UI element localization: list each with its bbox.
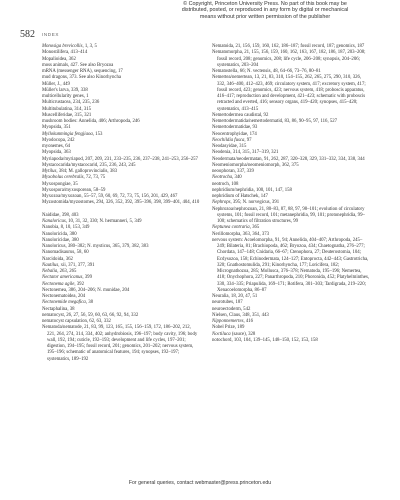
index-references: , 363 xyxy=(61,150,71,156)
index-term: Noctiluca xyxy=(212,331,231,337)
index-term: Myriapoda/myriapod xyxy=(42,156,83,162)
index-entry xyxy=(42,200,200,206)
index-references: , 1 xyxy=(83,94,89,99)
index-term: Multicrustacea xyxy=(42,100,71,106)
index-term: Nanaloricus xyxy=(42,219,66,224)
index-references: , 207, 209, 231, 233–235, 236, 237–238, 241–253, 256–257 xyxy=(82,156,198,162)
index-references: , 235, 236, 243, 245 xyxy=(97,162,136,168)
index-term: Nephrozoa/nephrozoan xyxy=(212,206,257,212)
index-references: (sauce), 328 xyxy=(230,331,256,337)
index-references: , 315, 321 xyxy=(72,112,92,118)
index-term: myonemes xyxy=(42,144,63,149)
index-references: , 10, 31, 32, 330; N. hermanneri, 5, 349 xyxy=(65,219,142,224)
index-term: Nectonematoidea xyxy=(42,294,76,299)
index-term: Nautilus xyxy=(42,262,59,268)
index-references: , 380 xyxy=(69,237,79,243)
index-term: Nanoloricus xyxy=(42,244,66,249)
index-term: Nobel Prize xyxy=(212,325,235,331)
index-references: , 542 xyxy=(240,306,251,312)
index-term: Neotrocha xyxy=(212,175,233,181)
index-references: , 380 xyxy=(67,231,77,237)
index-references: , 395; N. norvegicus, 391 xyxy=(230,200,280,206)
index-references: , 153 xyxy=(92,131,103,137)
index-references: , 242 xyxy=(64,137,75,143)
index-term: Nematoida xyxy=(212,44,234,49)
index-term: Neodenia xyxy=(212,150,231,156)
index-references: , 58–59 xyxy=(91,187,106,193)
index-term: Nebalia xyxy=(42,269,58,274)
index-references: , 21, 155, 156, 159, 160, 162, 163, 167, 182, 186, 187, 203–208; fossil record, 208; genomics, 208; life cycle, 206–208; synopsis, 204–206; systematics, 203–204 xyxy=(217,50,366,68)
index-term: neuroectoderm xyxy=(212,306,241,312)
index-references: , 174 xyxy=(247,131,257,137)
index-references: , 337, 339 xyxy=(234,169,254,174)
index-term: moss animals xyxy=(42,62,68,68)
index-references: , 363, 364, 373 xyxy=(240,231,270,237)
footer-contact: For general queries, contact webmaster@press.princeton.edu xyxy=(128,480,272,486)
index-term: Neocentrophyidae xyxy=(212,131,248,137)
index-references: , 108 xyxy=(228,181,239,187)
index-references: , 26, 27, 56, 59, 60, 63, 66, 92, 94, 332 xyxy=(63,312,139,318)
index-term: Narcidoida xyxy=(42,256,64,262)
index-term: Nanoloricidae xyxy=(42,237,70,243)
index-references: , 339, 338 xyxy=(68,87,88,93)
index-references: , 93 xyxy=(250,125,258,131)
index-references: , 263, 265 xyxy=(57,269,77,274)
index-references: , 66; N. vectensis, 48, 64–66, 73–76, 80–81 xyxy=(237,69,321,74)
index-term: Neodasyidae xyxy=(212,144,237,149)
index-references: , 8, 10, 153, 349 xyxy=(58,225,90,231)
index-term: multicellularity genes xyxy=(42,94,84,99)
index-term: mud dragons xyxy=(42,75,67,81)
index-term: Nanomadisaurus xyxy=(42,250,75,256)
index-references: , 83, 86, 90–95, 97, 116, 527 xyxy=(282,119,338,124)
index-term: Myodocopa xyxy=(42,137,65,143)
index-references: , 58, 60 xyxy=(74,250,89,256)
index-term: Mystacocarida/mystacocarid xyxy=(42,162,98,168)
index-references: , 314, 315, 317–319, 321 xyxy=(230,150,279,156)
index-term: Müller, J. xyxy=(42,81,61,87)
copyright-line: means without prior written permission of the publisher xyxy=(199,13,331,20)
index-term: Myxobolus cerebralis xyxy=(42,175,84,181)
index-term: nephridium/nephridia xyxy=(212,187,254,193)
index-references: , 18, 20, 47, 51 xyxy=(228,294,258,299)
index-references: , 1, 3, 5 xyxy=(82,44,97,49)
index-references: , 362 xyxy=(63,256,73,262)
index-term: nematocyst capsulation xyxy=(42,319,87,324)
index-term: Nerillomorpha xyxy=(212,231,241,237)
index-references: , 348, 351, 443 xyxy=(239,312,269,318)
index-references: , 72, 73, 75 xyxy=(83,175,106,181)
index-references: , 62, 63, 332 xyxy=(86,319,111,324)
index-references: , 413–414 xyxy=(68,50,88,56)
index-references: , 64 xyxy=(62,144,70,149)
index-references: , 35 xyxy=(70,181,78,187)
index-term: Nephrops xyxy=(212,200,231,206)
index-term: Monostilifera xyxy=(42,50,69,56)
index-term: nephridium of Hatschek xyxy=(212,194,259,199)
index-references: , 449 xyxy=(60,81,70,87)
index-references: , 21, 156, 159, 160, 162, 186–187; fossil record, 187; genomics, 187 xyxy=(233,44,365,49)
index-references: , 380–382; N. mysticus, 365, 379, 382, 383 xyxy=(65,244,149,249)
copyright-notice xyxy=(130,1,400,20)
index-references: (messenger RNA), sequencing, 17 xyxy=(55,69,123,74)
index-term: Nematostella xyxy=(212,69,238,74)
index-term: Nectonemea xyxy=(42,287,66,293)
index-references: , xii, 371, 377, 391 xyxy=(58,262,95,268)
index-references: , 38 xyxy=(85,300,94,306)
index-references: , 365 xyxy=(249,225,260,231)
index-references: , 351 xyxy=(61,125,71,131)
index-references: , 373. See also Kinorhyncha xyxy=(66,75,122,81)
index-references: , 340 xyxy=(232,175,242,181)
index-entry xyxy=(212,50,370,69)
index-term: notochord xyxy=(212,337,232,343)
index-term: neoophoran xyxy=(212,169,235,174)
index-term: nematocyst xyxy=(42,312,64,318)
index-term: Neochildia fusca xyxy=(212,137,245,143)
index-term: Myzostomida/myzostomes xyxy=(42,200,94,206)
index-entry xyxy=(212,75,370,113)
index-references: , 362, 375 xyxy=(279,162,299,168)
index-references: caudistal, 92 xyxy=(242,112,269,118)
index-term: Neptunea contraria xyxy=(212,225,250,231)
index-term: Müller's larva xyxy=(42,87,69,93)
index-references: , 97 xyxy=(244,137,252,143)
index-term: Mopalioidea xyxy=(42,56,67,62)
page-number: 582 xyxy=(20,29,35,40)
index-term: Nielsen, Claus xyxy=(212,312,240,318)
index-term: Myopsida xyxy=(42,150,62,156)
index-references: , 384; M. galloprovincialis, 383 xyxy=(56,169,118,174)
index-term: Myopsida xyxy=(42,125,62,131)
index-references: , 427. See also Bryozoa xyxy=(67,62,114,68)
index-term: Neuralia xyxy=(212,294,229,299)
index-references: , 315 xyxy=(236,144,247,149)
index-term: Nanobia xyxy=(42,225,59,231)
index-references: , 103, 104, 139–145, 148–150, 152, 153, 158 xyxy=(231,337,318,343)
index-references: , 314, 315 xyxy=(71,106,92,112)
index-term: Mytilus xyxy=(42,169,57,174)
index-term: Multitubulatina xyxy=(42,106,72,112)
index-references: , 187 xyxy=(233,300,243,306)
index-references: , 189 xyxy=(234,325,245,331)
index-references: : Annelida, 406; Arthropoda, 246 xyxy=(76,119,140,124)
index-entry xyxy=(212,207,370,226)
index-term: Myxospora/myxosporean xyxy=(42,187,92,193)
index-term: Nemertodermea xyxy=(212,112,243,118)
index-references: , 91, 262, 287, 320–328, 329, 331–332, 334, 338, 344 xyxy=(261,156,365,162)
index-term: Nectonemide megafica xyxy=(42,300,86,306)
index-references: , 13, 21, 83, 310, 154–155, 262, 265, 275, 290, 310, 326, 332, 346–400, 412–423, 469; circulatory system, 417; excretory system, 417; fossil record, 423; genomics, 423; nervous system, 418; proboscis apparatus, 416–417; reproduction and development, 421–423; schematic with proboscis retracted and everted, 416; sensory organs, 419–420; synopses, 415–420; systematics, 413–415 xyxy=(217,75,366,112)
index-references: , 55–57, 59, 60, 69, 72, 73, 75, 156, 201, 429, 467 xyxy=(81,194,178,199)
index-term: Nemertea/nemertean xyxy=(212,75,252,81)
index-references: , 362 xyxy=(66,56,76,62)
index-references: , 21, 83, 99, 123, 165, 155, 156–159, 172, 186–202, 212, 221, 264, 274, 314, 334, 402; anhydrobiosis, 196–197; body cavity, 196; body wall, 192, 194; cuticle, 192–193; development and life cycles, 197–201; digestion, 194–195; fossil record, 201; genomics, 201–202; nervous system, 195–196; schematic of anatomical features, 194; synopses, 192–197; systematics, 189–192 xyxy=(47,325,198,362)
copyright-line: distributed, posted, or reproduced in any form by digital or mechanical xyxy=(181,7,349,14)
index-term: Nematomorpha xyxy=(212,50,242,56)
index-term: Neodermata/neodermatan xyxy=(212,156,262,162)
index-term: Nanoloricida xyxy=(42,231,68,237)
index-references: : Acoelomorpha, 91, 94; Annelida, 404–407; Arthropoda, 245–249; Bilateria, 81; Brachiopoda, 462; Bryozoa, 434; Chaetognatha, 276–277; Chordata, 147–148; Cnidaria, 66–67; Ctenophora, 27; Deuterostomia, 104; Ecdysozoa, 158; Echinodermata, 124–127; Entoprocta, 442–443; Gastrotricha, 320; Gnathostomulida, 291; Kinorhyncha, 177; Loricifera, 182; Micrognathozoa, 285; Mollusca, 376–378; Nematoda, 195–196; Nemertea, 418; Onychophora, 227; Panarthropoda, 210; Phoronida, 452; Platyhelminthes, 330, 334–335; Priapulida, 169–171; Rotifera, 301–303; Tardigrada, 219–220; Xenacoelomorpha, 86–87 xyxy=(217,237,370,293)
copyright-line: © Copyright, Princeton University Press. No part of this book may be xyxy=(183,1,347,7)
running-head: INDEX xyxy=(42,32,60,37)
index-references: , 398, 403 xyxy=(59,212,79,218)
index-term: nervous system xyxy=(212,237,242,243)
index-entry xyxy=(42,325,200,363)
index-references: , 204 xyxy=(75,294,86,299)
index-entry xyxy=(212,238,370,294)
index-references: , 392 xyxy=(74,281,84,287)
index-term: Muscelliferidae xyxy=(42,112,73,118)
index-entry xyxy=(212,338,370,344)
index-term: neotroch xyxy=(212,181,229,187)
index-term: neurotubes xyxy=(212,300,234,306)
index-references: , 416 xyxy=(243,319,254,324)
index-references: , 100, 101, 147, 158 xyxy=(253,187,292,193)
index-term: Nectaphalina xyxy=(42,306,68,312)
index-references: , 234, 235, 236 xyxy=(70,100,100,106)
index-term: mushroom bodies xyxy=(42,119,77,124)
index-term: Nemertodermatidae xyxy=(212,125,251,131)
index-term: Nemertodermatida/nemertodermatid xyxy=(212,119,283,124)
index-term: Neomeniomorpha/neomeniomorph xyxy=(212,162,280,168)
index-references: , 386, 204–206; N. munidae, 204 xyxy=(65,287,130,293)
index-column-right xyxy=(212,44,370,344)
index-references: , 147 xyxy=(258,194,268,199)
index-term: Myllokunmingia fengjiaoa xyxy=(42,131,93,137)
index-references: , 399 xyxy=(82,275,92,281)
index-references: , 294, 326, 352, 392, 395–396, 398, 399–401, 404, 410 xyxy=(93,200,200,206)
index-term: Nectator americanus xyxy=(42,275,83,281)
index-term: Naididae xyxy=(42,212,60,218)
index-term: Nipponnemertes xyxy=(212,319,244,324)
index-term: Monosiga brevicollis xyxy=(42,44,83,49)
index-term: Nectonema agile xyxy=(42,281,75,287)
index-term: Nematoda/nematode xyxy=(42,325,82,331)
index-term: Myxospongiae xyxy=(42,181,71,187)
index-references: , 38 xyxy=(67,306,75,312)
index-column-left xyxy=(42,44,200,363)
index-term: Myxozoa/myxozoan xyxy=(42,194,82,199)
index-term: mRNA xyxy=(42,69,56,74)
index-references: , 21, 80–83, 87, 88, 97, 98–101; evolution of circulatory systems, 101; fossil record, 101; metanephridia, 99, 101; protonephridia, 99–100; schematics of filtration structures, 99 xyxy=(217,206,365,224)
